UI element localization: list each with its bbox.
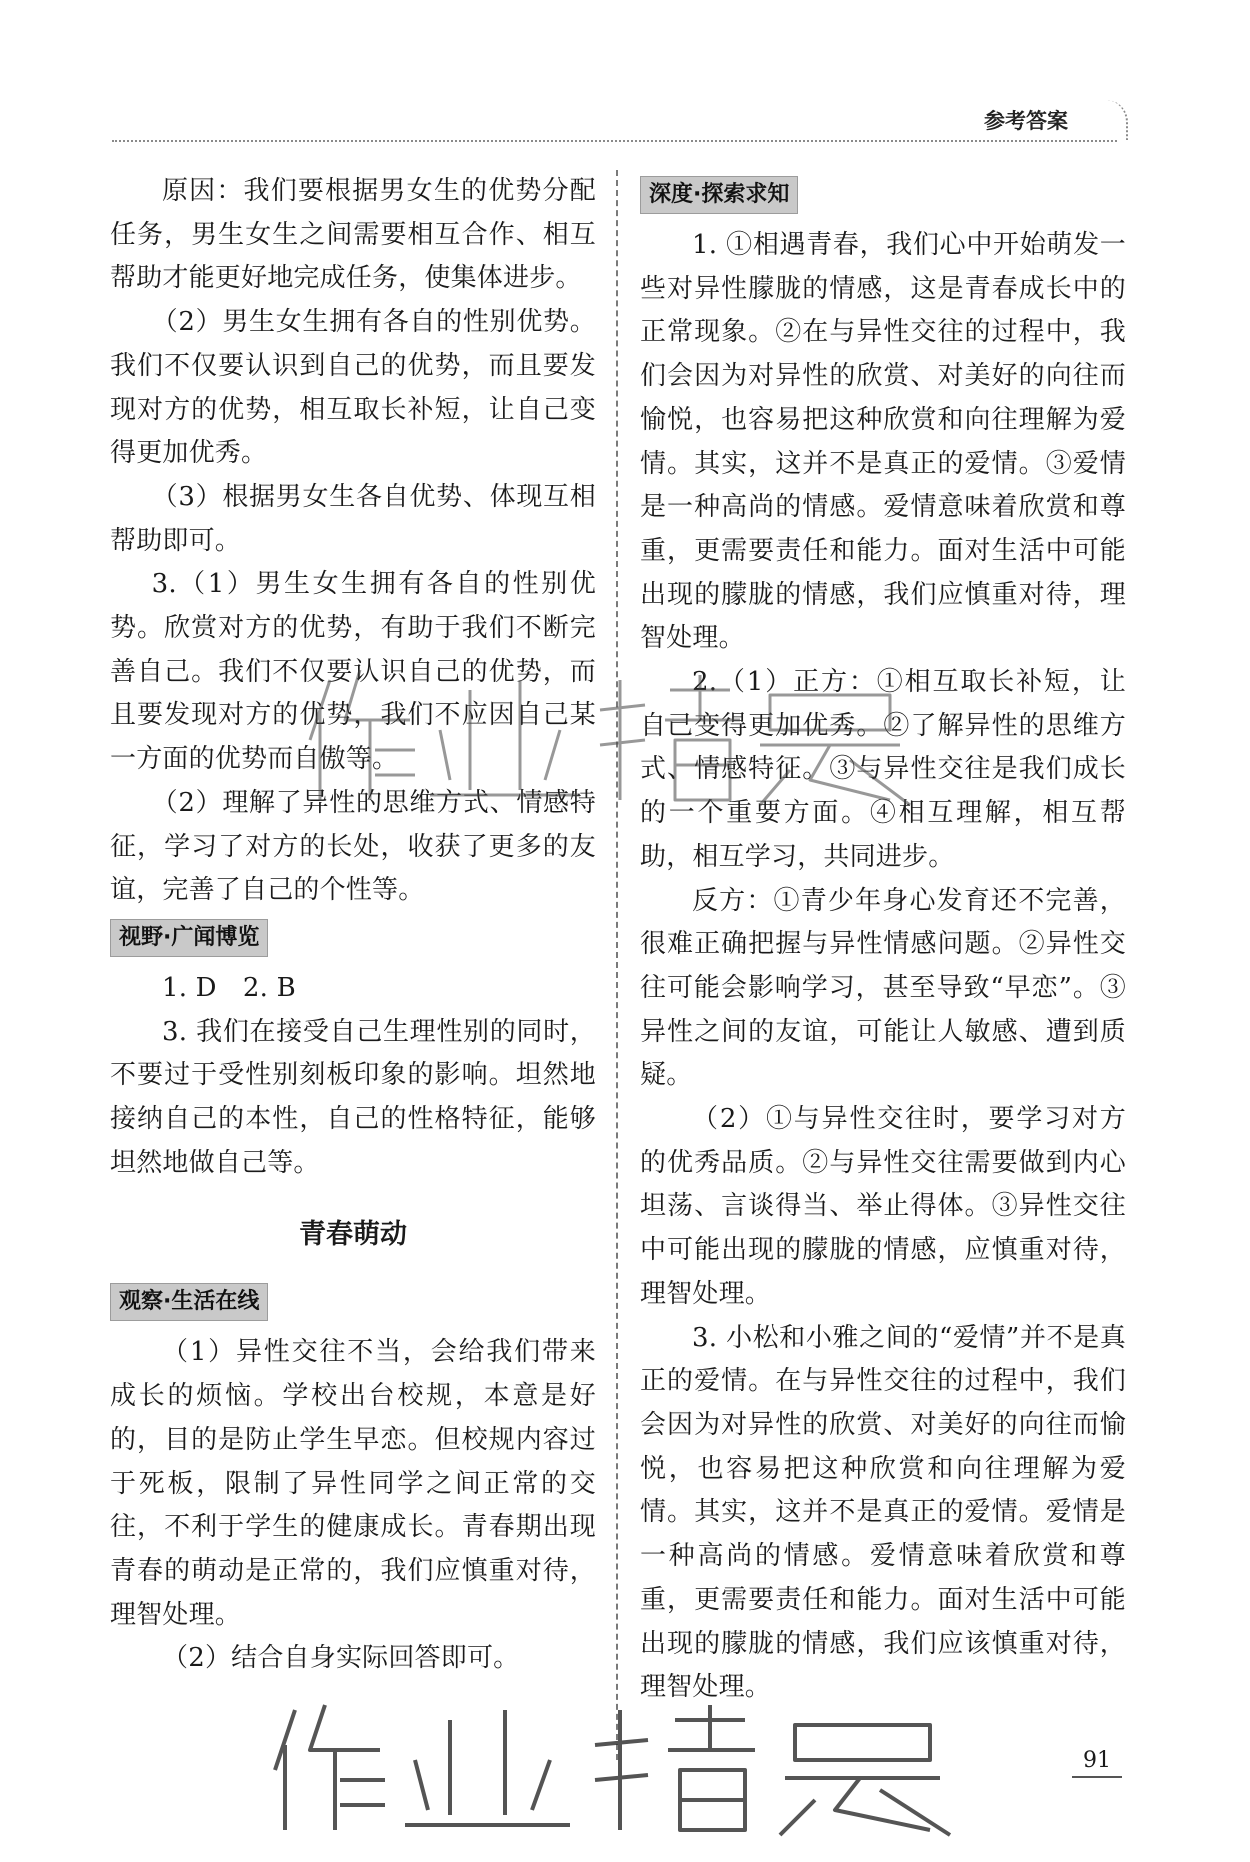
- right-paragraph-opposing: 反方：①青少年身心发育还不完善，很难正确把握与异性情感问题。②异性交往可能会影响学习，甚至导致“早恋”。③异性之间的友谊，可能让人敏感、遭到质疑。: [640, 885, 1126, 1091]
- chapter-title: 青春萌动: [299, 1219, 407, 1251]
- section-label-vision: 视野·广闻博览: [110, 919, 268, 957]
- left-paragraph-observe-2: （2）结合自身实际回答即可。: [162, 1643, 520, 1674]
- page-number: 91: [1072, 1746, 1122, 1778]
- left-paragraph-vision-3: 3. 我们在接受自己生理性别的同时，不要过于受性别刻板印象的影响。坦然地接纳自己的本性，自己的性格特征，能够坦然地做自己等。: [110, 1016, 596, 1178]
- left-column: [110, 170, 596, 1681]
- right-paragraph-2-2: （2）①与异性交往时，要学习对方的优秀品质。②与异性交往需要做到内心坦荡、言谈得当、举止得体。③异性交往中可能出现的朦胧的情感，应慎重对待，理智处理。: [640, 1104, 1126, 1309]
- left-paragraph-2-3: （3）根据男女生各自优势、体现互相帮助即可。: [110, 481, 596, 556]
- section-label-explore: 深度·探索求知: [640, 176, 798, 214]
- page-header-title: 参考答案: [984, 109, 1068, 133]
- column-divider: [616, 170, 618, 1760]
- left-answers-choice: 1. D 2. B: [162, 972, 296, 1003]
- right-column: [640, 170, 1126, 1710]
- watermark-bottom-logo: [250, 1690, 970, 1840]
- left-paragraph-3-1: 3.（1）男生女生拥有各自的性别优势。欣赏对方的优势，有助于我们不断完善自己。我们不仅要认识自己的优势，而且要发现对方的优势，我们不应因自己某一方面的优势而自傲等。: [110, 569, 596, 775]
- right-paragraph-3: 3. 小松和小雅之间的“爱情”并不是真正的爱情。在与异性交往的过程中，我们会因为对异性的欣赏、对美好的向往而愉悦，也容易把这种欣赏和向往理解为爱情。其实，这并不是真正的爱情。爱情是一种高尚的情感。爱情意味着欣赏和尊重，更需要责任和能力。面对生活中可能出现的朦胧的情感，我们应该慎重对待，理智处理。: [640, 1322, 1126, 1703]
- section-label-observe: 观察·生活在线: [110, 1283, 268, 1321]
- header-divider: [112, 140, 1117, 142]
- right-paragraph-2-1: 2.（1）正方：①相互取长补短，让自己变得更加优秀。②了解异性的思维方式、情感特征。③与异性交往是我们成长的一个重要方面。④相互理解，相互帮助，相互学习，共同进步。: [640, 667, 1126, 872]
- left-paragraph-2-2: （2）男生女生拥有各自的性别优势。我们不仅要认识到自己的优势，而且要发现对方的优势，相互取长补短，让自己变得更加优秀。: [110, 307, 596, 469]
- right-paragraph-1: 1. ①相遇青春，我们心中开始萌发一些对异性朦胧的情感，这是青春成长中的正常现象。②在与异性交往的过程中，我们会因为对异性的欣赏、对美好的向往而愉悦，也容易把这种欣赏和向往理解为爱情。其实，这并不是真正的爱情。③爱情是一种高尚的情感。爱情意味着欣赏和尊重，更需要责任和能力。面对生活中可能出现的朦胧的情感，我们应慎重对待，理智处理。: [640, 230, 1126, 654]
- left-paragraph-observe-1: （1）异性交往不当，会给我们带来成长的烦恼。学校出台校规，本意是好的，目的是防止学生早恋。但校规内容过于死板，限制了异性同学之间正常的交往，不利于学生的健康成长。青春期出现青春的萌动是正常的，我们应慎重对待，理智处理。: [110, 1337, 596, 1630]
- left-paragraph-reason: 原因：我们要根据男女生的优势分配任务，男生女生之间需要相互合作、相互帮助才能更好地完成任务，使集体进步。: [110, 176, 596, 294]
- left-paragraph-3-2: （2）理解了异性的思维方式、情感特征，学习了对方的长处，收获了更多的友谊，完善了自己的个性等。: [110, 787, 596, 906]
